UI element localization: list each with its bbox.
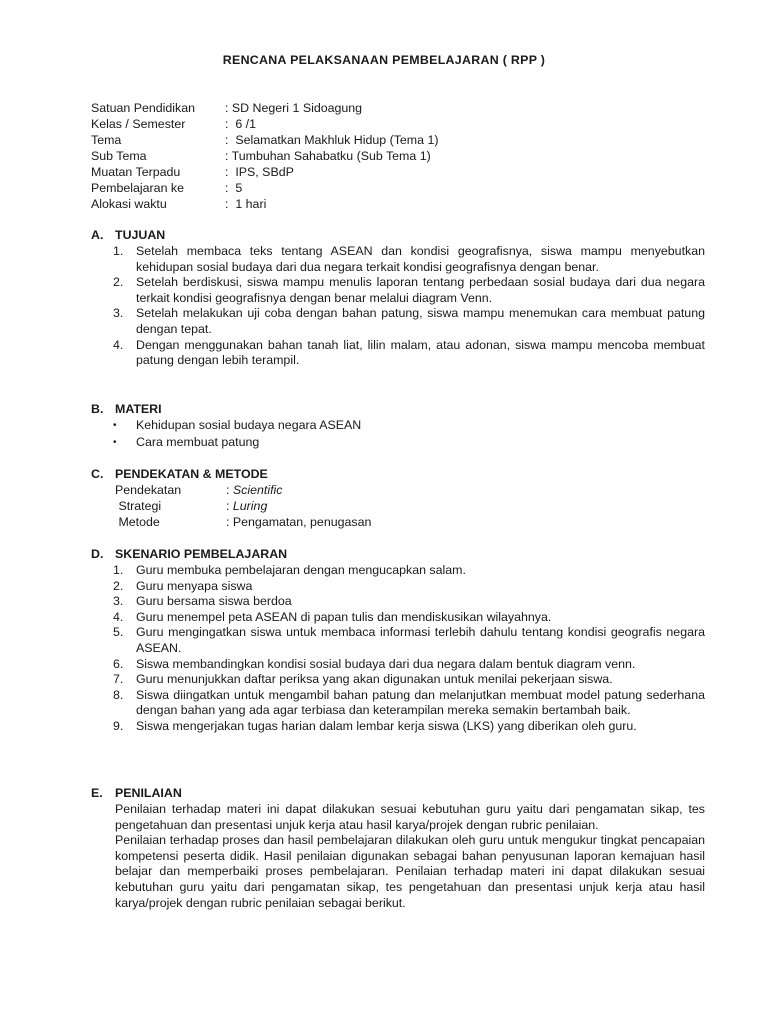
section-heading [91, 467, 705, 483]
section-title: SKENARIO PEMBELAJARAN [115, 547, 288, 561]
list-item [113, 657, 705, 673]
list-text: Guru bersama siswa berdoa [136, 594, 292, 609]
info-row [91, 149, 711, 165]
document-title: RENCANA PELAKSANAAN PEMBELAJARAN ( RPP ) [222, 53, 546, 67]
method-value: Scientific [232, 483, 283, 497]
info-value: : 5 [225, 181, 243, 195]
list-number: 6. [113, 656, 124, 671]
list-text: Siswa mengerjakan tugas harian dalam lembar kerja siswa (LKS) yang diberikan oleh guru. [136, 718, 637, 733]
list-text: Setelah berdiskusi, siswa mampu menulis laporan tentang perbedaan sosial budaya dari dua negara terkait kondisi geografisnya dengan benar melalui diagram Venn. [136, 275, 705, 305]
section-materi [91, 402, 705, 452]
info-label: Sub Tema [91, 149, 147, 163]
list-text: Kehidupan sosial budaya negara ASEAN [136, 418, 362, 432]
section-tujuan [91, 228, 705, 369]
section-title: TUJUAN [115, 228, 166, 242]
section-heading [91, 786, 705, 802]
list-text: Cara membuat patung [136, 435, 260, 449]
section-heading [91, 228, 705, 244]
info-value: : 6 /1 [225, 117, 256, 131]
section-title: PENILAIAN [115, 786, 182, 800]
bullet-list [91, 418, 705, 452]
info-row [91, 197, 711, 213]
list-number: 4. [113, 337, 124, 352]
info-value: : Tumbuhan Sahabatku (Sub Tema 1) [225, 149, 431, 163]
section-title: PENDEKATAN & METODE [115, 467, 268, 481]
list-number: 7. [113, 672, 124, 687]
numbered-list [91, 244, 705, 369]
list-text: Dengan menggunakan bahan tanah liat, lilin malam, atau adonan, siswa mampu mencoba membuat patung dengan lebih terampil. [136, 337, 705, 368]
list-number: 3. [113, 306, 124, 321]
section-title: MATERI [115, 402, 162, 416]
list-text: Setelah melakukan uji coba dengan bahan patung, siswa mampu menemukan cara membuat patung dengan tepat. [136, 306, 705, 336]
list-number: 9. [113, 718, 124, 733]
list-text: Siswa membandingkan kondisi sosial budaya dari dua negara dalam bentuk diagram venn. [136, 656, 636, 671]
list-item [113, 625, 705, 656]
info-label: Alokasi waktu [91, 197, 167, 211]
info-label: Kelas / Semester [91, 117, 186, 131]
info-row [91, 165, 711, 181]
list-item [113, 306, 705, 337]
bullet-icon: • [113, 437, 117, 448]
list-item [113, 579, 705, 595]
list-text: Guru mengingatkan siswa untuk membaca informasi terlebih dahulu tentang kondisi geografis negara ASEAN. [136, 625, 705, 655]
info-value: : IPS, SBdP [225, 165, 294, 179]
info-row [91, 181, 711, 197]
list-text: Guru membuka pembelajaran dengan mengucapkan salam. [136, 563, 466, 577]
info-label: Pembelajaran ke [91, 181, 184, 195]
info-row [91, 133, 711, 149]
section-letter: B. [91, 402, 104, 416]
section-heading [91, 402, 705, 418]
section-pendekatan-metode [91, 467, 705, 531]
list-item [113, 418, 705, 435]
list-text: Siswa diingatkan untuk mengambil bahan patung dan melanjutkan membuat model patung sederhana dengan bahan yang ada agar terbiasa dan keterampilan mereka semakin bertambah baik. [136, 687, 705, 718]
list-number: 5. [113, 625, 124, 640]
list-item [113, 688, 705, 719]
info-value: : 1 hari [225, 197, 267, 211]
list-number: 8. [113, 687, 124, 702]
list-item [113, 594, 705, 610]
info-value: : SD Negeri 1 Sidoagung [225, 101, 363, 115]
list-text: Guru menyapa siswa [136, 578, 253, 593]
list-item [113, 338, 705, 369]
method-label: Pendekatan [115, 483, 182, 497]
method-row: Strategi : Luring [115, 499, 268, 513]
list-text: Guru menunjukkan daftar periksa yang akan digunakan untuk menilai pekerjaan siswa. [136, 672, 613, 687]
method-label: Strategi [115, 499, 162, 513]
list-number: 1. [113, 563, 124, 577]
numbered-list [91, 563, 705, 735]
list-number: 2. [113, 275, 124, 290]
list-text: Guru menempel peta ASEAN di papan tulis dan mendiskusikan wilayahnya. [136, 609, 552, 624]
info-label: Satuan Pendidikan [91, 101, 196, 115]
list-number: 3. [113, 594, 124, 609]
method-row: Pendekatan : Scientific [115, 483, 283, 497]
method-value: : Pengamatan, penugasan [226, 515, 372, 529]
info-label: Muatan Terpadu [91, 165, 181, 179]
section-heading [91, 547, 705, 563]
paragraph: Penilaian terhadap proses dan hasil pembelajaran dilakukan oleh guru untuk mengukur tingkat pencapaian kompetensi peserta didik. Hasil penilaian digunakan sebagai bahan penyusunan laporan kemajuan hasil belajar dan memperbaiki proses pembelajaran. Penilaian terhadap materi ini dapat dilakukan sesuai kebutuhan guru yaitu dari pengamatan sikap, tes pengetahuan dan presentasi unjuk kerja atau hasil karya/projek dengan rubric penilaian sebagai berikut. [115, 833, 705, 910]
info-row [91, 117, 711, 133]
list-item [113, 244, 705, 275]
list-number: 4. [113, 609, 124, 624]
info-label: Tema [91, 133, 122, 147]
section-letter: C. [91, 467, 104, 481]
section-letter: D. [91, 547, 104, 561]
section-skenario [91, 547, 705, 735]
list-number: 2. [113, 578, 124, 593]
list-text: Setelah membaca teks tentang ASEAN dan kondisi geografisnya, siswa mampu menyebutkan kehidupan sosial budaya dari dua negara terkait kondisi geografisnya dengan benar. [136, 244, 705, 274]
list-item [113, 275, 705, 306]
list-item [113, 610, 705, 626]
list-item [113, 672, 705, 688]
info-value: : Selamatkan Makhluk Hidup (Tema 1) [225, 133, 439, 147]
list-item [113, 435, 705, 452]
section-letter: A. [91, 228, 104, 242]
section-letter: E. [91, 786, 103, 800]
list-item [113, 563, 705, 579]
bullet-icon: • [113, 420, 117, 431]
list-number: 1. [113, 244, 124, 258]
method-value: Luring [232, 499, 268, 513]
list-item [113, 719, 705, 735]
info-block [91, 101, 711, 213]
method-label: Metode [115, 515, 160, 529]
info-row [91, 101, 711, 117]
method-row [115, 515, 705, 531]
section-penilaian [91, 786, 705, 911]
paragraph: Penilaian terhadap materi ini dapat dilakukan sesuai kebutuhan guru yaitu dari pengamatan sikap, tes pengetahuan dan presentasi unjuk kerja atau hasil karya/projek dengan rubric penilaian. [115, 802, 705, 832]
